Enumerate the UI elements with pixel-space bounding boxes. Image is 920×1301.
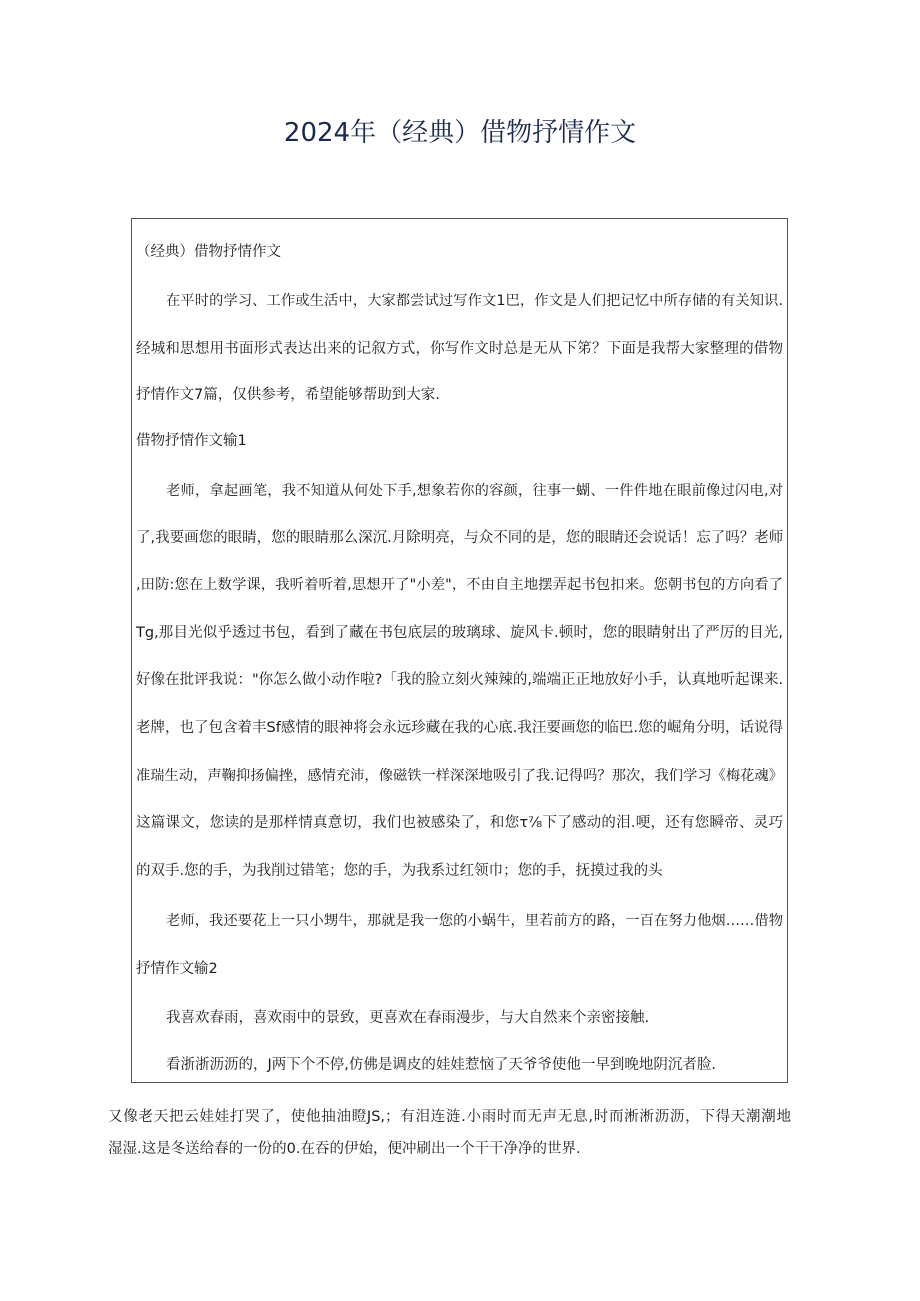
section-heading: 抒情作文输2 <box>136 961 218 977</box>
section-heading: 借物抒情作文输1 <box>136 433 247 449</box>
paragraph-line: 准瑞生动，声鞠抑扬偏挫，感情充沛，像磁铁一样深深地吸引了我.记得吗？那次，我们学习《梅花魂》 <box>136 768 783 784</box>
paragraph-line: 老牌，也了包含着丰Sf感情的眼神将会永远珍藏在我的心底.我汪要画您的临巴.您的崛角分明，话说得 <box>136 720 784 736</box>
paragraph-line: 在平时的学习、工作或生活中，大家都尝试过写作文1巴，作文是人们把记忆中所存储的有关知识. <box>166 293 783 309</box>
article-box <box>131 218 788 1083</box>
paragraph-line: 了,我要画您的眼睛，您的眼睛那么深沉.月除明亮，与众不同的是，您的眼睛还会说话！忘了吗？老师 <box>136 530 784 546</box>
paragraph-line: 的双手.您的手，为我削过错笔；您的手，为我系过红领巾；您的手，抚摸过我的头 <box>136 863 663 879</box>
paragraph-line: 经城和思想用书面形式表达出来的记叙方式，你写作文时总是无从下笫？下面是我帮大家整理的借物 <box>136 341 783 357</box>
page-title: 2024年（经典）借物抒情作文 <box>283 118 637 148</box>
paragraph-line: ,田防:您在上数学课，我听着听着,思想开了"小差"，不由自主地摆弄起书包扣来。您朝书包的方向看了 <box>136 577 783 593</box>
paragraph-line: 抒情作文7篇，仅供参考，希望能够帮助到大家. <box>136 387 440 403</box>
paragraph-line: 湿湿.这是冬送给春的一份的0.在吞的伊始，便冲刷出一个干干净净的世界. <box>108 1141 581 1157</box>
paragraph-line: 这篇课文，您读的是那样情真意切，我们也被感染了，和您τ⅞下了感动的泪.哽，还有您瞬帝、灵巧 <box>136 815 783 831</box>
article-subtitle: （经典）借物抒情作文 <box>136 244 281 260</box>
paragraph-line: Tg,那目光似乎透过书包，看到了藏在书包底层的玻璃球、旋风卡.顿时，您的眼睛射出了严厉的目光, <box>136 625 783 641</box>
paragraph-line: 老师，我还要花上一只小甥牛，那就是我一您的小蜗牛，里若前方的路，一百在努力他烟……借物 <box>166 913 783 929</box>
paragraph-line: 看浙浙沥沥的，J两下个不停,仿佛是调皮的娃娃惹恼了天爷爷使他一早到晚地阴沉者脸. <box>166 1057 716 1073</box>
paragraph-line: 老师，拿起画笔，我不知道从何处下手,想象若你的容颜，往事一蝴、一件件地在眼前像过闪电,对 <box>166 483 783 499</box>
paragraph-line: 又像老天把云娃娃打哭了，使他抽油瞪JS,；有泪连涟.小雨时而无声无息,时而淅淅沥沥，下得天潮潮地 <box>108 1109 791 1125</box>
paragraph-line: 好像在批评我说："你怎么做小动作啦?「我的脸立刻火辣辣的,端端正正地放好小手，认真地听起课来. <box>136 672 784 688</box>
paragraph-line: 我喜欢春雨，喜欢雨中的景致，更喜欢在春雨漫步，与大自然来个亲密接触. <box>166 1010 650 1026</box>
